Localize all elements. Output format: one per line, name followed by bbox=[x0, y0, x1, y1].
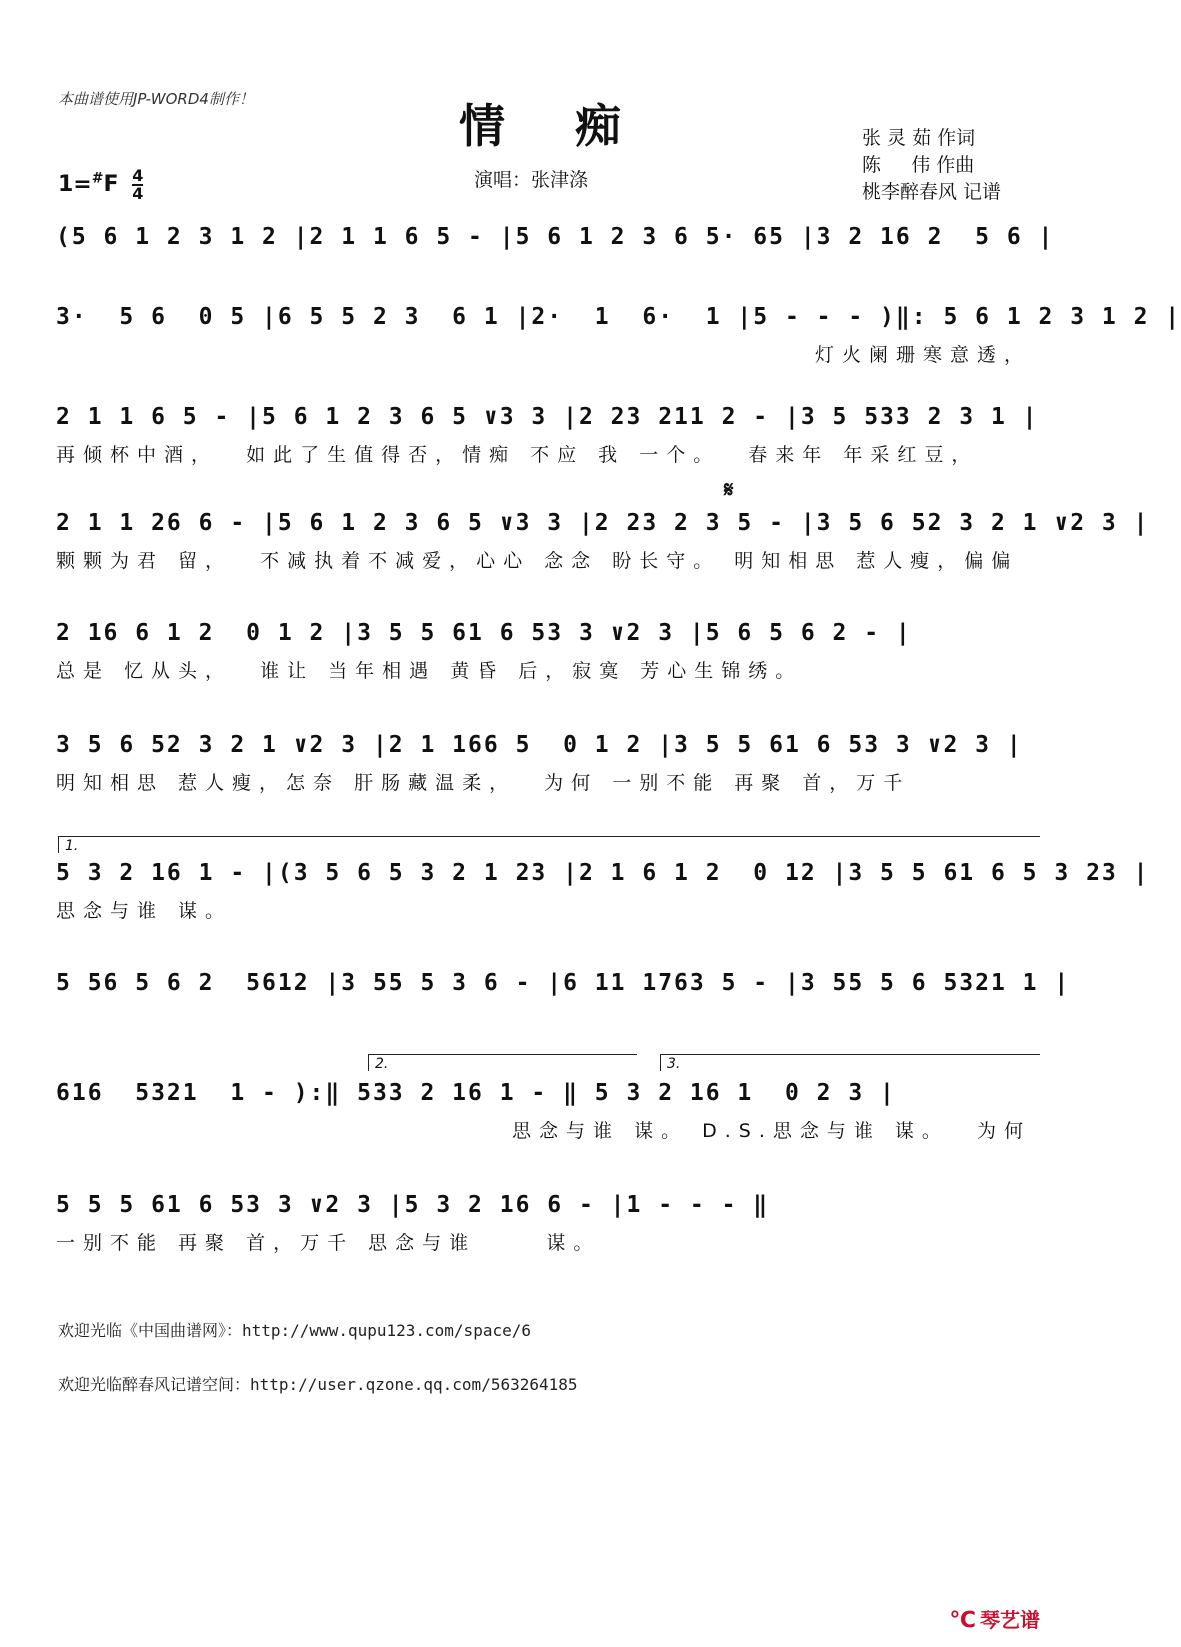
author-credits bbox=[862, 125, 1001, 206]
lyrics-row: 再倾杯中酒， 如此了生值得否，情痴 不应 我 一个。 春来年 年采红豆， bbox=[56, 444, 979, 466]
software-credit-note: 本曲谱使用JP-WORD4制作！ bbox=[58, 90, 254, 108]
key-letter: F bbox=[103, 172, 119, 197]
lyrics-row: 总是 忆从头， 谁让 当年相遇 黄昏 后，寂寞 芳心生锦绣。 bbox=[56, 660, 803, 682]
time-signature bbox=[132, 168, 143, 202]
notation-row: 5 3 2 16 1 - |(3 5 6 5 3 2 1 23 |2 1 6 1 2 0 12 |3 5 5 61 6 5 3 23 | bbox=[56, 860, 1150, 886]
notation-row: 5 5 5 61 6 53 3 ∨2 3 |5 3 2 16 6 - |1 - - - ‖ bbox=[56, 1192, 770, 1218]
score-line-2 bbox=[56, 302, 1181, 368]
lyrics-row: 一别不能 再聚 首，万千 思念与谁 谋。 bbox=[56, 1232, 601, 1254]
composer-credit: 陈 伟 作曲 bbox=[862, 154, 975, 176]
notation-row: 2 1 1 6 5 - |5 6 1 2 3 6 5 ∨3 3 |2 23 211 2 - |3 5 533 2 3 1 | bbox=[56, 404, 1039, 430]
lyrics-row: 颗颗为君 留， 不减执着不减爱，心心 念念 盼长守。 明知相思 惹人瘦，偏偏 bbox=[56, 550, 1019, 572]
lyricist-credit: 张 灵 茹 作词 bbox=[862, 127, 976, 149]
notation-row: 3 5 6 52 3 2 1 ∨2 3 |2 1 166 5 0 1 2 |3 5 5 61 6 53 3 ∨2 3 | bbox=[56, 732, 1023, 758]
song-title: 情痴 bbox=[459, 99, 691, 153]
notation-row: 2 16 6 1 2 0 1 2 |3 5 5 61 6 53 3 ∨2 3 |5 6 5 6 2 - | bbox=[56, 620, 912, 646]
lyrics-row: 思念与谁 谋。 D.S.思念与谁 谋。 为何 bbox=[385, 1120, 1031, 1142]
sharp-sign: # bbox=[91, 170, 104, 187]
notation-row: 3· 5 6 0 5 |6 5 5 2 3 6 1 |2· 1 6· 1 |5 - - - )‖: 5 6 1 2 3 1 2 | bbox=[56, 304, 1181, 330]
site-logo-icon: ℃ bbox=[949, 1608, 976, 1633]
notation-row: 616 5321 1 - ):‖ 533 2 16 1 - ‖ 5 3 2 16 1 0 2 3 | bbox=[56, 1080, 896, 1106]
segno-sign: 𝄋 bbox=[724, 478, 734, 503]
score-line-10 bbox=[56, 1190, 770, 1256]
lyrics-row: 明知相思 惹人瘦，怎奈 肝肠藏温柔， 为何 一别不能 再聚 首，万千 bbox=[56, 772, 911, 794]
volta-second-ending: 2. bbox=[368, 1054, 637, 1071]
notation-row: 5 56 5 6 2 5612 |3 55 5 3 6 - |6 11 1763 5 - |3 55 5 6 5321 1 | bbox=[56, 970, 1071, 996]
footer-link-qzone[interactable]: 欢迎光临醉春风记谱空间：http://user.qzone.qq.com/563264185 bbox=[58, 1375, 578, 1394]
lyrics-row: 思念与谁 谋。 bbox=[56, 900, 233, 922]
score-line-5 bbox=[56, 618, 1031, 684]
score-line-4 bbox=[56, 508, 1150, 574]
time-signature-bottom: 4 bbox=[132, 184, 144, 203]
singer-credit: 演唱：张津涤 bbox=[474, 169, 589, 191]
notation-row: (5 6 1 2 3 1 2 |2 1 1 6 5 - |5 6 1 2 3 6 5· 65 |3 2 16 2 5 6 | bbox=[56, 224, 1055, 250]
volta-third-ending: 3. bbox=[660, 1054, 1040, 1071]
key-signature bbox=[58, 168, 143, 202]
score-line-9 bbox=[56, 1078, 1031, 1144]
site-watermark bbox=[949, 1604, 1040, 1633]
lyrics-row: 灯火阑珊寒意透， bbox=[814, 344, 1031, 366]
key-prefix: 1= bbox=[58, 172, 92, 197]
volta-first-ending: 1. bbox=[58, 836, 1040, 853]
transcriber-credit: 桃李醉春风 记谱 bbox=[862, 181, 1002, 203]
site-logo-text: 琴艺谱 bbox=[980, 1608, 1040, 1632]
notation-row: 2 1 1 26 6 - |5 6 1 2 3 6 5 ∨3 3 |2 23 2 3 5 - |3 5 6 52 3 2 1 ∨2 3 | bbox=[56, 510, 1150, 536]
score-line-3 bbox=[56, 402, 1039, 468]
score-line-7 bbox=[56, 858, 1150, 924]
footer-link-qupu123[interactable]: 欢迎光临《中国曲谱网》：http://www.qupu123.com/space/6 bbox=[58, 1321, 531, 1340]
score-line-8 bbox=[56, 968, 1071, 998]
time-signature-top: 4 bbox=[132, 166, 144, 185]
score-line-1 bbox=[56, 222, 1055, 252]
score-line-6 bbox=[56, 730, 1031, 796]
